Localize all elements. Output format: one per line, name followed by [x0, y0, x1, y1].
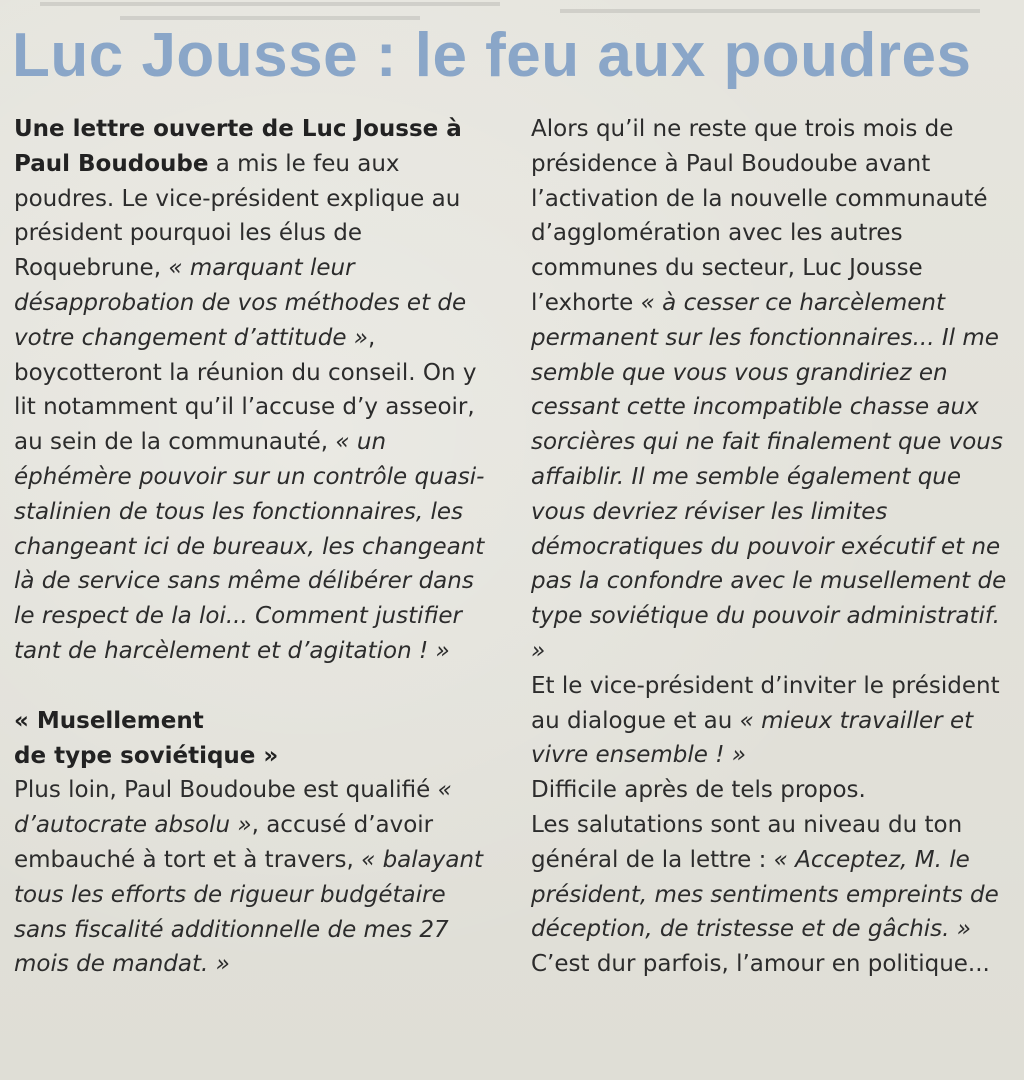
- spacer: [14, 669, 498, 704]
- subheading-line: « Musellement: [14, 707, 204, 734]
- paragraph: Difficile après de tels propos.: [531, 777, 866, 804]
- subheading: [14, 704, 498, 774]
- headline: Luc Jousse : le feu aux poudres: [12, 21, 972, 90]
- bleed-line: [40, 2, 500, 6]
- body-text: Alors qu’il ne reste que trois mois de présidence à Paul Boudoube avant l’activation de la nouvelle communauté d’agglomération avec les autres communes du secteur, Luc Jousse l’exhorte: [531, 116, 988, 316]
- paragraph: [14, 112, 498, 669]
- subheading-line: de type soviétique »: [14, 742, 279, 769]
- paragraph: [14, 773, 498, 982]
- left-column: [14, 112, 498, 982]
- right-column: [531, 112, 1013, 982]
- body-text: , boycotteront la réunion du conseil. On y lit notamment qu’il l’accuse d’y asseoir, au sein de la communauté,: [14, 324, 477, 456]
- paragraph: [531, 112, 1013, 669]
- body-text: Plus loin, Paul Boudoube est qualifié: [14, 777, 438, 804]
- quote: « marquant leur désapprobation de vos méthodes et de votre changement d’attitude »: [14, 255, 467, 351]
- paragraph: [531, 669, 1013, 773]
- quote: « un éphémère pouvoir sur un contrôle quasi-stalinien de tous les fonctionnaires, les changeant ici de bureaux, les changeant là de service sans même délibérer dans le respect de la loi... Comment justifier tant de harcèlement et d’agitation ! »: [14, 429, 485, 664]
- body-text: Et le vice-président d’inviter le président au dialogue et au: [531, 672, 1000, 734]
- quote: « à cesser ce harcèlement permanent sur les fonctionnaires... Il me semble que vous vous grandiriez en cessant cette incompatible chasse aux sorcières qui ne fait finalement que vous affaiblir. Il me semble également que vous devriez réviser les limites démocratiques du pouvoir exécutif et ne pas la confondre avec le musellement de type soviétique du pouvoir administratif. »: [531, 289, 1007, 664]
- quote: « d’autocrate absolu »: [14, 777, 452, 839]
- body-text: , accusé d’avoir embauché à tort et à travers,: [14, 812, 434, 873]
- paragraph: C’est dur parfois, l’amour en politique...: [531, 951, 990, 978]
- quote: « mieux travailler et vivre ensemble ! »: [531, 707, 974, 769]
- quote: « Acceptez, M. le président, mes sentiments empreints de déception, de tristesse et de gâchis. »: [531, 846, 999, 943]
- body-text: Les salutations sont au niveau du ton général de la lettre :: [531, 811, 963, 873]
- paragraph: [531, 808, 1013, 947]
- bleed-line: [560, 9, 980, 13]
- lead-in: Une lettre ouverte de Luc Jousse à Paul Boudoube: [14, 116, 462, 177]
- quote: « balayant tous les efforts de rigueur budgétaire sans fiscalité additionnelle de mes 27 mois de mandat. »: [14, 846, 484, 978]
- body-text: a mis le feu aux poudres. Le vice-président explique au président pourquoi les élus de Roquebrune,: [14, 150, 461, 282]
